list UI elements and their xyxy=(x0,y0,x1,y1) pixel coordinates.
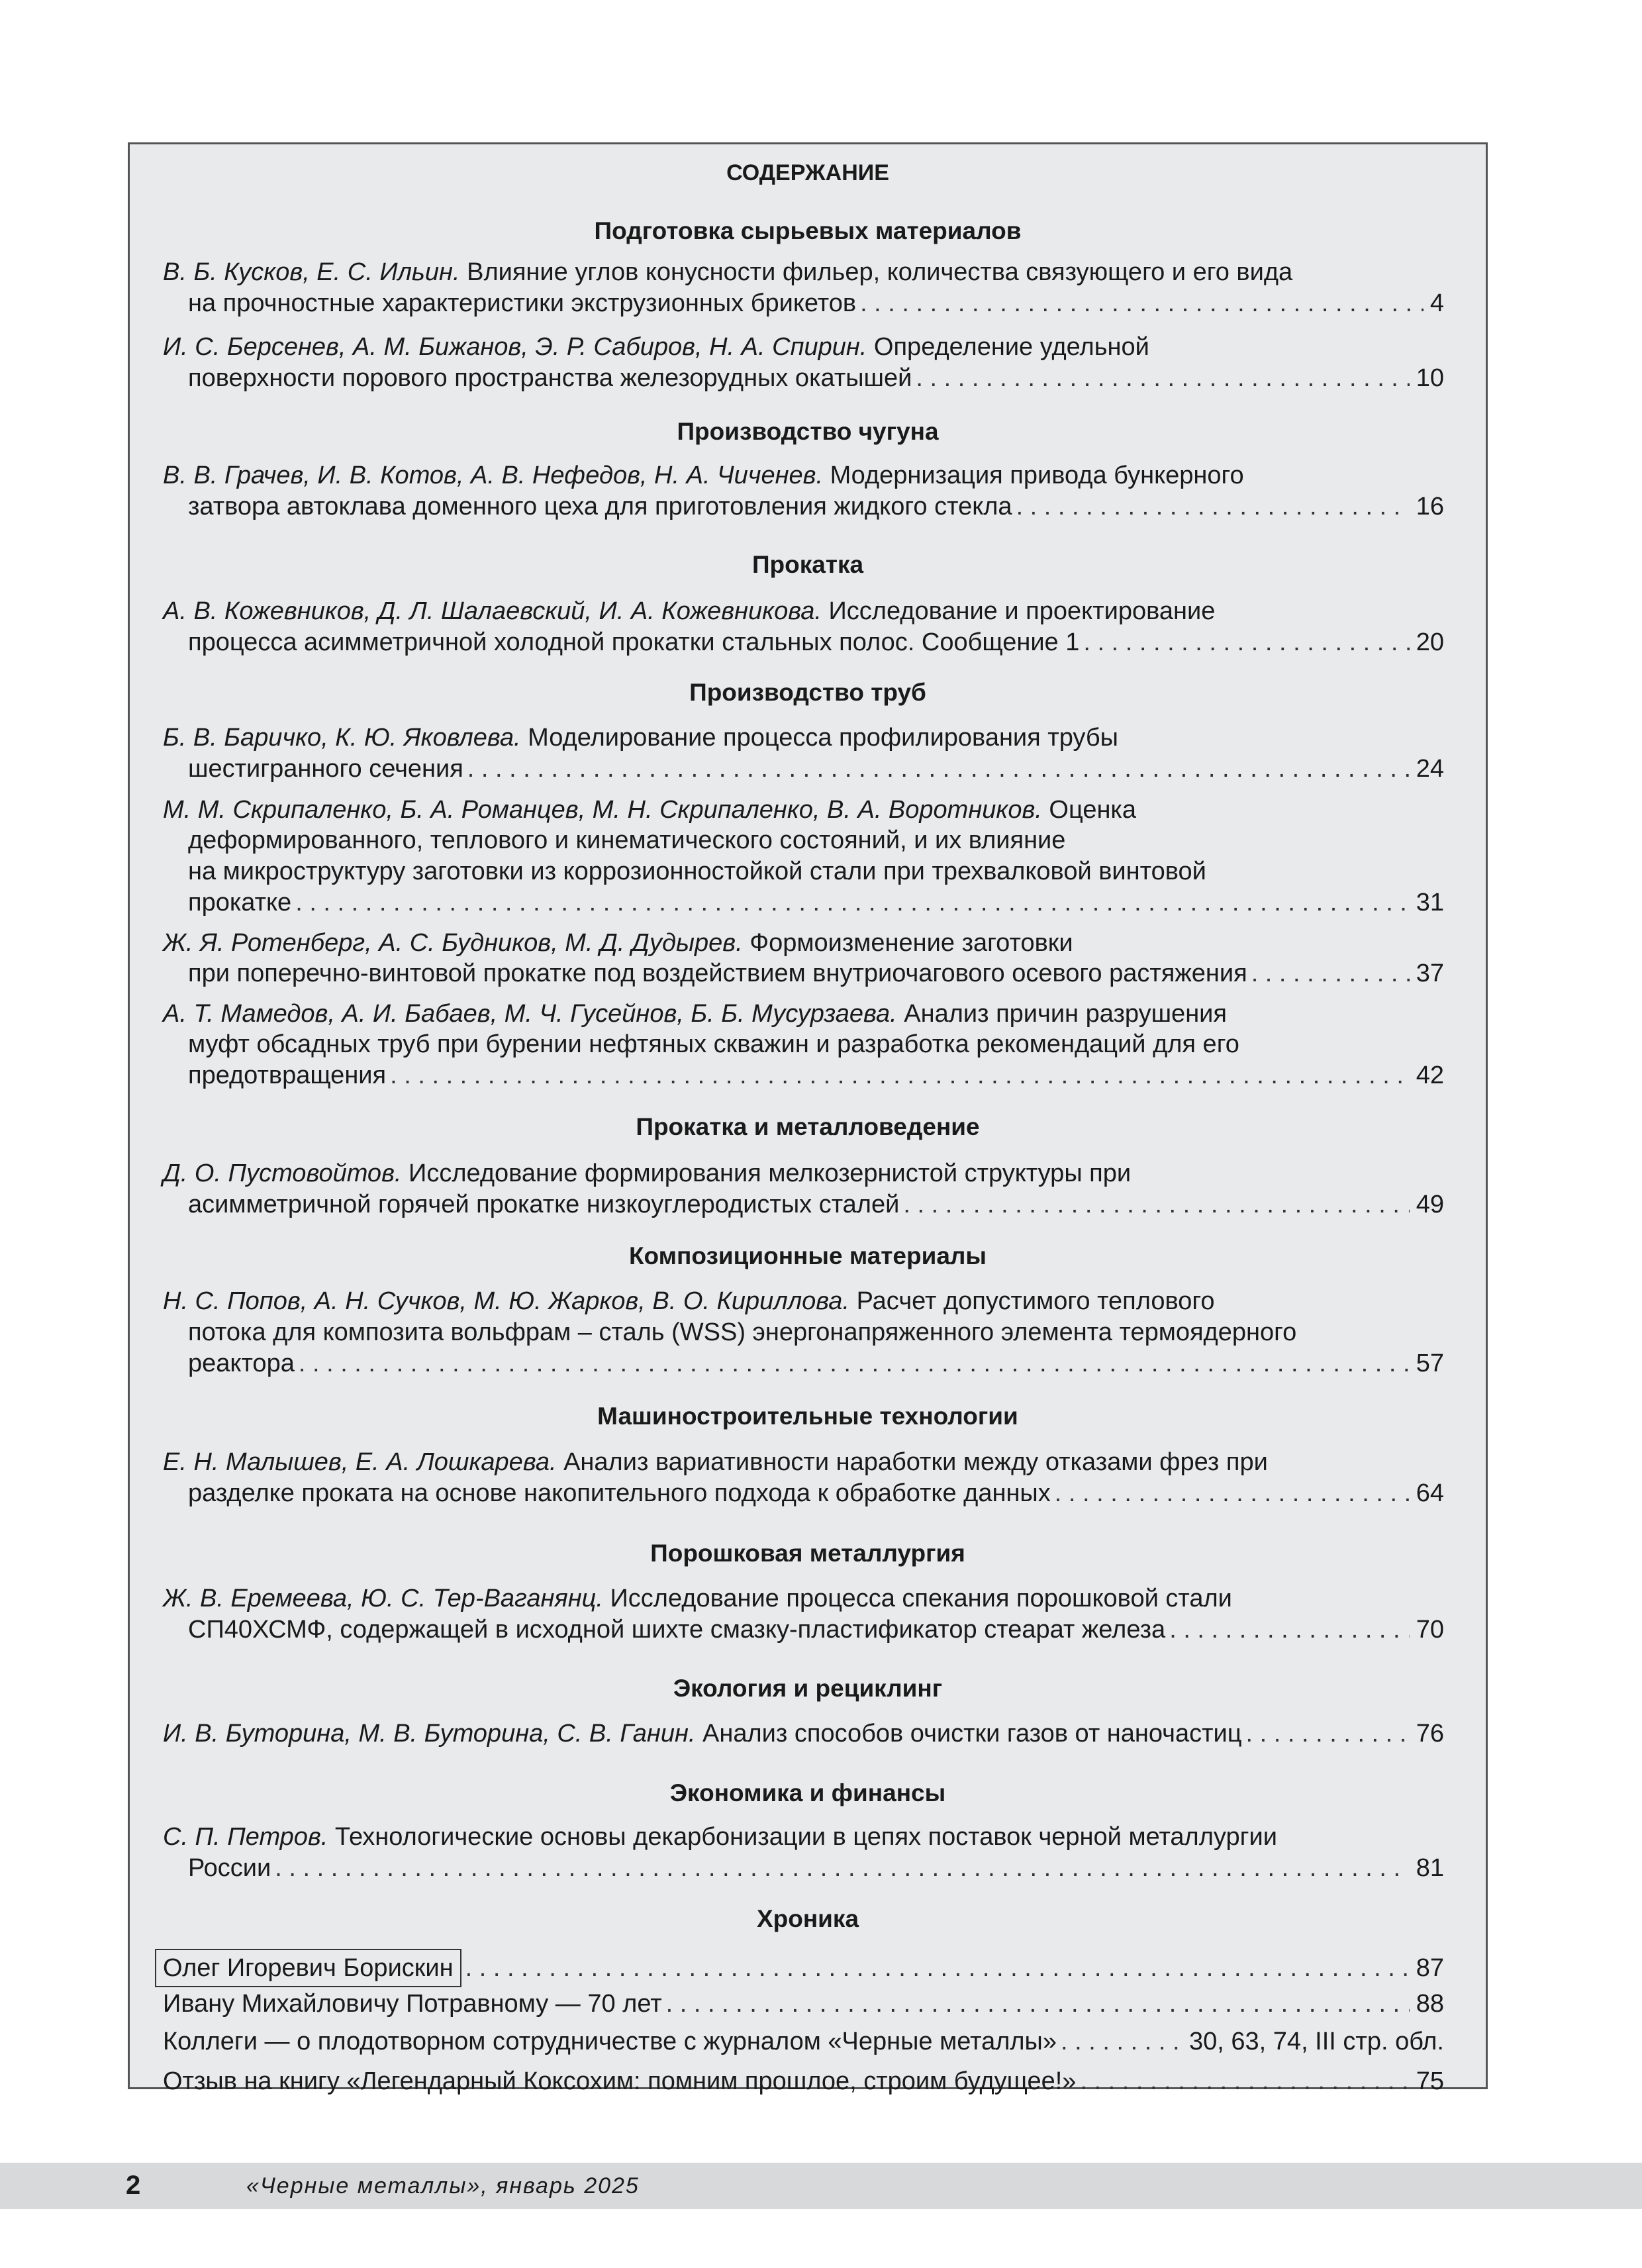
toc-entry-line[interactable] xyxy=(188,288,1444,319)
entry-title: Технологические основы декарбонизации в цепях поставок черной металлургии xyxy=(334,1823,1277,1851)
toc-entry-line[interactable] xyxy=(188,1060,1444,1091)
toc-entry-line[interactable] xyxy=(163,928,1444,958)
chronicle-title: Коллеги — о плодотворном сотрудничестве с журналом «Черные металлы» xyxy=(163,2028,1057,2055)
leader-dots xyxy=(856,288,1424,319)
section-heading: Экономика и финансы xyxy=(669,1779,946,1806)
entry-title: Расчет допустимого теплового xyxy=(856,1287,1215,1315)
page-number: 49 xyxy=(1416,1191,1444,1218)
page-number: 70 xyxy=(1416,1616,1444,1644)
footer-journal-issue: «Черные металлы», январь 2025 xyxy=(246,2173,640,2198)
entry-authors: В. В. Грачев, И. В. Котов, А. В. Нефедов, Н. А. Чиченев. xyxy=(163,462,824,489)
entry-authors: Д. О. Пустовойтов. xyxy=(163,1159,402,1187)
toc-entry-line[interactable] xyxy=(188,1853,1444,1883)
leader-dots xyxy=(1012,491,1410,522)
toc-entry-line[interactable] xyxy=(188,363,1444,393)
toc-entry-line[interactable] xyxy=(163,257,1444,287)
page-number: 31 xyxy=(1416,889,1444,916)
entry-authors: Б. В. Баричко, К. Ю. Яковлева. xyxy=(163,724,521,752)
toc-entry-line[interactable] xyxy=(163,1286,1444,1316)
leader-dots xyxy=(291,887,1410,918)
chronicle-item[interactable] xyxy=(163,2026,1444,2057)
entry-authors: Ж. Я. Ротенберг, А. С. Будников, М. Д. Дудырев. xyxy=(163,929,743,957)
entry-title: при поперечно-винтовой прокатке под воздействием внутриочагового осевого растяжения xyxy=(188,960,1247,987)
toc-entry-line[interactable] xyxy=(163,332,1444,362)
toc-entry-line[interactable] xyxy=(163,999,1444,1029)
section-heading: Машиностроительные технологии xyxy=(597,1403,1018,1430)
footer-page-number: 2 xyxy=(126,2171,141,2200)
leader-dots xyxy=(1057,2026,1183,2057)
entry-title: предотвращения xyxy=(188,1061,387,1089)
section-heading: Порошковая металлургия xyxy=(650,1540,965,1567)
entry-title: России xyxy=(188,1854,271,1882)
leader-dots xyxy=(1076,2066,1409,2096)
page-number: 64 xyxy=(1416,1479,1444,1507)
entry-title: на микроструктуру заготовки из коррозионностойкой стали при трехвалковой винтовой xyxy=(188,858,1206,885)
toc-entry-line[interactable] xyxy=(163,596,1444,626)
entry-title: процесса асимметричной холодной прокатки стальных полос. Сообщение 1 xyxy=(188,628,1080,656)
leader-dots xyxy=(1242,1718,1410,1749)
toc-entry-line[interactable] xyxy=(163,460,1444,491)
toc-entry-line[interactable] xyxy=(163,795,1444,825)
section-heading: Композиционные материалы xyxy=(628,1242,987,1269)
page-number: 88 xyxy=(1416,1990,1444,2018)
entry-authors: М. М. Скрипаленко, Б. А. Романцев, М. Н. Скрипаленко, В. А. Воротников. xyxy=(163,796,1042,824)
entry-title: Формоизменение заготовки xyxy=(749,929,1073,957)
chronicle-title: Отзыв на книгу «Легендарный Коксохим: помним прошлое, строим будущее!» xyxy=(163,2067,1077,2095)
entry-title: затвора автоклава доменного цеха для приготовления жидкого стекла xyxy=(188,493,1012,520)
toc-entry-line[interactable] xyxy=(188,491,1444,522)
entry-title: Анализ вариативности наработки между отказами фрез при xyxy=(563,1448,1268,1476)
toc-entry-line[interactable] xyxy=(188,754,1444,784)
section-heading: Производство труб xyxy=(689,679,926,706)
leader-dots xyxy=(662,1989,1410,2019)
page-number: 16 xyxy=(1416,493,1444,520)
chronicle-title: Ивану Михайловичу Потравному — 70 лет xyxy=(163,1990,662,2018)
page-footer xyxy=(0,2163,1642,2209)
leader-dots xyxy=(912,363,1409,393)
toc-entry-line[interactable] xyxy=(163,722,1444,753)
leader-dots xyxy=(1247,958,1410,989)
entry-title: потока для композита вольфрам – сталь (WSS) энергонапряженного элемента термоядерного xyxy=(188,1318,1297,1346)
chronicle-title-boxed: Олег Игоревич Борискин xyxy=(155,1949,461,1987)
page-number: 42 xyxy=(1416,1061,1444,1089)
toc-entry-line[interactable] xyxy=(163,1583,1444,1614)
page-number: 57 xyxy=(1416,1350,1444,1377)
entry-title: разделке проката на основе накопительного подхода к обработке данных xyxy=(188,1479,1051,1507)
toc-title: СОДЕРЖАНИЕ xyxy=(726,160,889,185)
page-number: 81 xyxy=(1416,1854,1444,1882)
table-of-contents xyxy=(128,142,1488,2095)
page-number: 10 xyxy=(1416,364,1444,392)
page-number: 4 xyxy=(1429,289,1444,317)
leader-dots xyxy=(1051,1478,1410,1508)
entry-title: СП40ХСМФ, содержащей в исходной шихте смазку-пластификатор стеарат железа xyxy=(188,1616,1166,1644)
leader-dots xyxy=(295,1348,1410,1379)
toc-entry-line[interactable] xyxy=(188,1348,1444,1379)
entry-authors: Ж. В. Еремеева, Ю. С. Тер-Ваганянц. xyxy=(163,1585,603,1612)
toc-entry-line[interactable] xyxy=(188,1029,1444,1060)
page-number: 30, 63, 74, III стр. обл. xyxy=(1189,2028,1444,2055)
section-heading: Производство чугуна xyxy=(677,418,939,445)
entry-title: шестигранного сечения xyxy=(188,755,463,783)
entry-authors: В. Б. Кусков, Е. С. Ильин. xyxy=(163,258,460,286)
entry-title: Влияние углов конусности фильер, количества связующего и его вида xyxy=(467,258,1293,286)
page-number: 87 xyxy=(1416,1954,1444,1982)
entry-title: деформированного, теплового и кинематического состояний, и их влияние xyxy=(188,826,1066,854)
leader-dots xyxy=(1165,1614,1410,1645)
entry-authors: С. П. Петров. xyxy=(163,1823,328,1851)
toc-entry-line[interactable] xyxy=(188,1189,1444,1220)
chronicle-item[interactable] xyxy=(163,2066,1444,2096)
entry-authors: Н. С. Попов, А. Н. Сучков, М. Ю. Жарков, В. О. Кириллова. xyxy=(163,1287,850,1315)
toc-entry-line[interactable] xyxy=(163,1718,1444,1749)
entry-title: муфт обсадных труб при бурении нефтяных скважин и разработка рекомендаций для его xyxy=(188,1030,1239,1058)
toc-entry-line[interactable] xyxy=(188,1317,1444,1348)
entry-title: Исследование и проектирование xyxy=(828,597,1216,625)
toc-entry-line[interactable] xyxy=(188,958,1444,989)
page-number: 37 xyxy=(1416,960,1444,987)
leader-dots xyxy=(899,1189,1409,1220)
entry-title: Исследование процесса спекания порошковой стали xyxy=(610,1585,1232,1612)
entry-authors: А. Т. Мамедов, А. И. Бабаев, М. Ч. Гусейнов, Б. Б. Мусурзаева. xyxy=(163,1000,897,1028)
entry-title: Оценка xyxy=(1049,796,1137,824)
entry-authors: А. В. Кожевников, Д. Л. Шалаевский, И. А. Кожевникова. xyxy=(163,597,822,625)
section-heading: Подготовка сырьевых материалов xyxy=(594,217,1022,244)
toc-entry-line[interactable] xyxy=(163,1822,1444,1852)
toc-entry-line[interactable] xyxy=(188,856,1444,887)
section-heading: Хроника xyxy=(756,1905,859,1932)
entry-title: Модернизация привода бункерного xyxy=(830,462,1244,489)
entry-title: на прочностные характеристики экструзионных брикетов xyxy=(188,289,857,317)
toc-entry-line[interactable] xyxy=(188,1478,1444,1508)
leader-dots xyxy=(461,1953,1410,1983)
toc-entry-line[interactable] xyxy=(188,627,1444,658)
leader-dots xyxy=(386,1060,1410,1091)
page-number: 20 xyxy=(1416,628,1444,656)
entry-title: Исследование формирования мелкозернистой структуры при xyxy=(409,1159,1132,1187)
entry-authors: И. В. Буторина, М. В. Буторина, С. В. Ганин. xyxy=(163,1720,696,1748)
entry-title: асимметричной горячей прокатке низкоуглеродистых сталей xyxy=(188,1191,900,1218)
entry-title: поверхности порового пространства железорудных окатышей xyxy=(188,364,912,392)
chronicle-item[interactable] xyxy=(163,1989,1444,2019)
entry-title: реактора xyxy=(188,1350,295,1377)
page-number: 24 xyxy=(1416,755,1444,783)
toc-entry-line[interactable] xyxy=(163,1447,1444,1477)
leader-dots xyxy=(1079,627,1409,658)
toc-entry-line[interactable] xyxy=(188,887,1444,918)
toc-entry-line[interactable] xyxy=(188,1614,1444,1645)
section-heading: Прокатка и металловедение xyxy=(636,1113,980,1140)
chronicle-item[interactable] xyxy=(163,1949,1444,1987)
entry-title: прокатке xyxy=(188,889,292,916)
page-number: 76 xyxy=(1416,1720,1444,1748)
leader-dots xyxy=(463,754,1410,784)
toc-entry-line[interactable] xyxy=(163,1158,1444,1189)
leader-dots xyxy=(271,1853,1409,1883)
page-number: 75 xyxy=(1416,2067,1444,2095)
entry-title: Анализ причин разрушения xyxy=(904,1000,1227,1028)
entry-title: Определение удельной xyxy=(873,333,1149,361)
entry-title: Моделирование процесса профилирования трубы xyxy=(528,724,1118,752)
section-heading: Прокатка xyxy=(751,551,864,578)
entry-authors: И. С. Берсенев, А. М. Бижанов, Э. Р. Сабиров, Н. А. Спирин. xyxy=(163,333,867,361)
entry-authors: Е. Н. Малышев, Е. А. Лошкарева. xyxy=(163,1448,557,1476)
section-heading: Экология и рециклинг xyxy=(673,1675,943,1702)
entry-title: Анализ способов очистки газов от наночастиц xyxy=(702,1720,1242,1748)
toc-entry-line[interactable] xyxy=(188,825,1444,856)
